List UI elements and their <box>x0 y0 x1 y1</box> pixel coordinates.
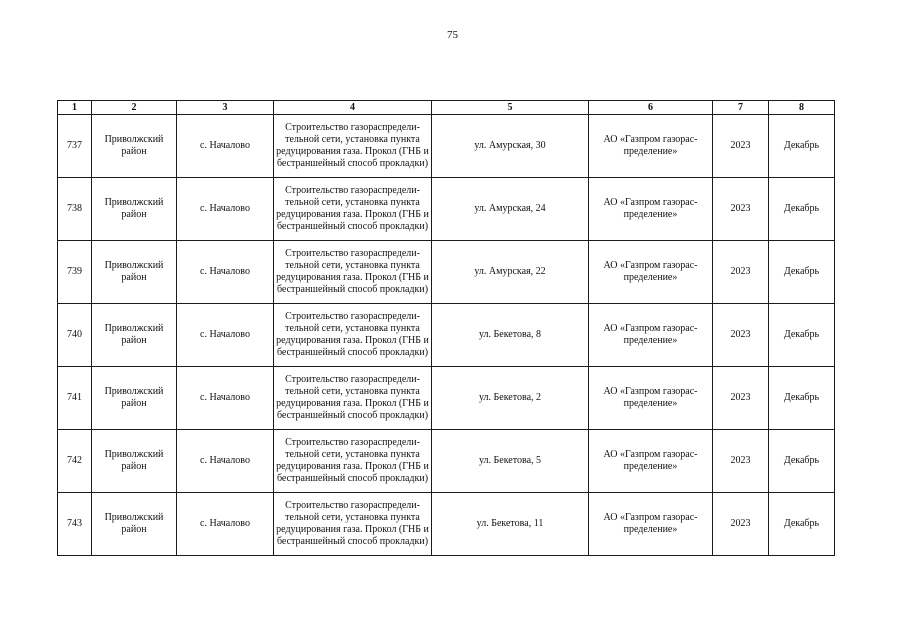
address-cell: ул. Амурская, 22 <box>432 241 589 304</box>
row-number-cell: 742 <box>58 430 92 493</box>
district-cell: Приволжский район <box>92 241 177 304</box>
column-header: 1 <box>58 101 92 115</box>
table-header-row <box>58 101 835 115</box>
year-cell: 2023 <box>713 493 769 556</box>
settlement-cell: с. Началово <box>177 241 274 304</box>
work-description-cell: Строительство газораспредели-тельной сети, установка пункта редуцирования газа. Прокол (ГНБ и бестраншейный способ прокладки) <box>274 493 432 556</box>
year-cell: 2023 <box>713 304 769 367</box>
row-number-cell: 740 <box>58 304 92 367</box>
month-cell: Декабрь <box>769 493 835 556</box>
month-cell: Декабрь <box>769 430 835 493</box>
year-cell: 2023 <box>713 241 769 304</box>
column-header: 4 <box>274 101 432 115</box>
address-cell: ул. Бекетова, 5 <box>432 430 589 493</box>
table-row <box>58 367 835 430</box>
settlement-cell: с. Началово <box>177 115 274 178</box>
column-header: 8 <box>769 101 835 115</box>
year-cell: 2023 <box>713 115 769 178</box>
organization-cell: АО «Газпром газорас-пределение» <box>589 115 713 178</box>
settlement-cell: с. Началово <box>177 304 274 367</box>
month-cell: Декабрь <box>769 241 835 304</box>
column-header: 2 <box>92 101 177 115</box>
organization-cell: АО «Газпром газорас-пределение» <box>589 241 713 304</box>
row-number-cell: 739 <box>58 241 92 304</box>
district-cell: Приволжский район <box>92 367 177 430</box>
organization-cell: АО «Газпром газорас-пределение» <box>589 430 713 493</box>
organization-cell: АО «Газпром газорас-пределение» <box>589 304 713 367</box>
district-cell: Приволжский район <box>92 493 177 556</box>
year-cell: 2023 <box>713 430 769 493</box>
year-cell: 2023 <box>713 367 769 430</box>
column-header: 6 <box>589 101 713 115</box>
organization-cell: АО «Газпром газорас-пределение» <box>589 493 713 556</box>
column-header: 7 <box>713 101 769 115</box>
address-cell: ул. Амурская, 30 <box>432 115 589 178</box>
table-row <box>58 115 835 178</box>
work-description-cell: Строительство газораспредели-тельной сети, установка пункта редуцирования газа. Прокол (ГНБ и бестраншейный способ прокладки) <box>274 304 432 367</box>
district-cell: Приволжский район <box>92 115 177 178</box>
settlement-cell: с. Началово <box>177 493 274 556</box>
month-cell: Декабрь <box>769 115 835 178</box>
address-cell: ул. Бекетова, 11 <box>432 493 589 556</box>
address-cell: ул. Бекетова, 8 <box>432 304 589 367</box>
table-row <box>58 241 835 304</box>
settlement-cell: с. Началово <box>177 367 274 430</box>
row-number-cell: 738 <box>58 178 92 241</box>
row-number-cell: 737 <box>58 115 92 178</box>
table-row <box>58 493 835 556</box>
work-description-cell: Строительство газораспредели-тельной сети, установка пункта редуцирования газа. Прокол (ГНБ и бестраншейный способ прокладки) <box>274 115 432 178</box>
district-cell: Приволжский район <box>92 178 177 241</box>
work-description-cell: Строительство газораспредели-тельной сети, установка пункта редуцирования газа. Прокол (ГНБ и бестраншейный способ прокладки) <box>274 241 432 304</box>
month-cell: Декабрь <box>769 367 835 430</box>
work-description-cell: Строительство газораспредели-тельной сети, установка пункта редуцирования газа. Прокол (ГНБ и бестраншейный способ прокладки) <box>274 367 432 430</box>
work-description-cell: Строительство газораспредели-тельной сети, установка пункта редуцирования газа. Прокол (ГНБ и бестраншейный способ прокладки) <box>274 178 432 241</box>
work-description-cell: Строительство газораспредели-тельной сети, установка пункта редуцирования газа. Прокол (ГНБ и бестраншейный способ прокладки) <box>274 430 432 493</box>
row-number-cell: 743 <box>58 493 92 556</box>
settlement-cell: с. Началово <box>177 178 274 241</box>
organization-cell: АО «Газпром газорас-пределение» <box>589 178 713 241</box>
table-row <box>58 304 835 367</box>
column-header: 5 <box>432 101 589 115</box>
construction-works-table <box>57 100 835 556</box>
row-number-cell: 741 <box>58 367 92 430</box>
page-number: 75 <box>447 29 458 41</box>
table-row <box>58 430 835 493</box>
address-cell: ул. Амурская, 24 <box>432 178 589 241</box>
organization-cell: АО «Газпром газорас-пределение» <box>589 367 713 430</box>
district-cell: Приволжский район <box>92 430 177 493</box>
district-cell: Приволжский район <box>92 304 177 367</box>
settlement-cell: с. Началово <box>177 430 274 493</box>
address-cell: ул. Бекетова, 2 <box>432 367 589 430</box>
column-header: 3 <box>177 101 274 115</box>
month-cell: Декабрь <box>769 178 835 241</box>
month-cell: Декабрь <box>769 304 835 367</box>
table-row <box>58 178 835 241</box>
year-cell: 2023 <box>713 178 769 241</box>
